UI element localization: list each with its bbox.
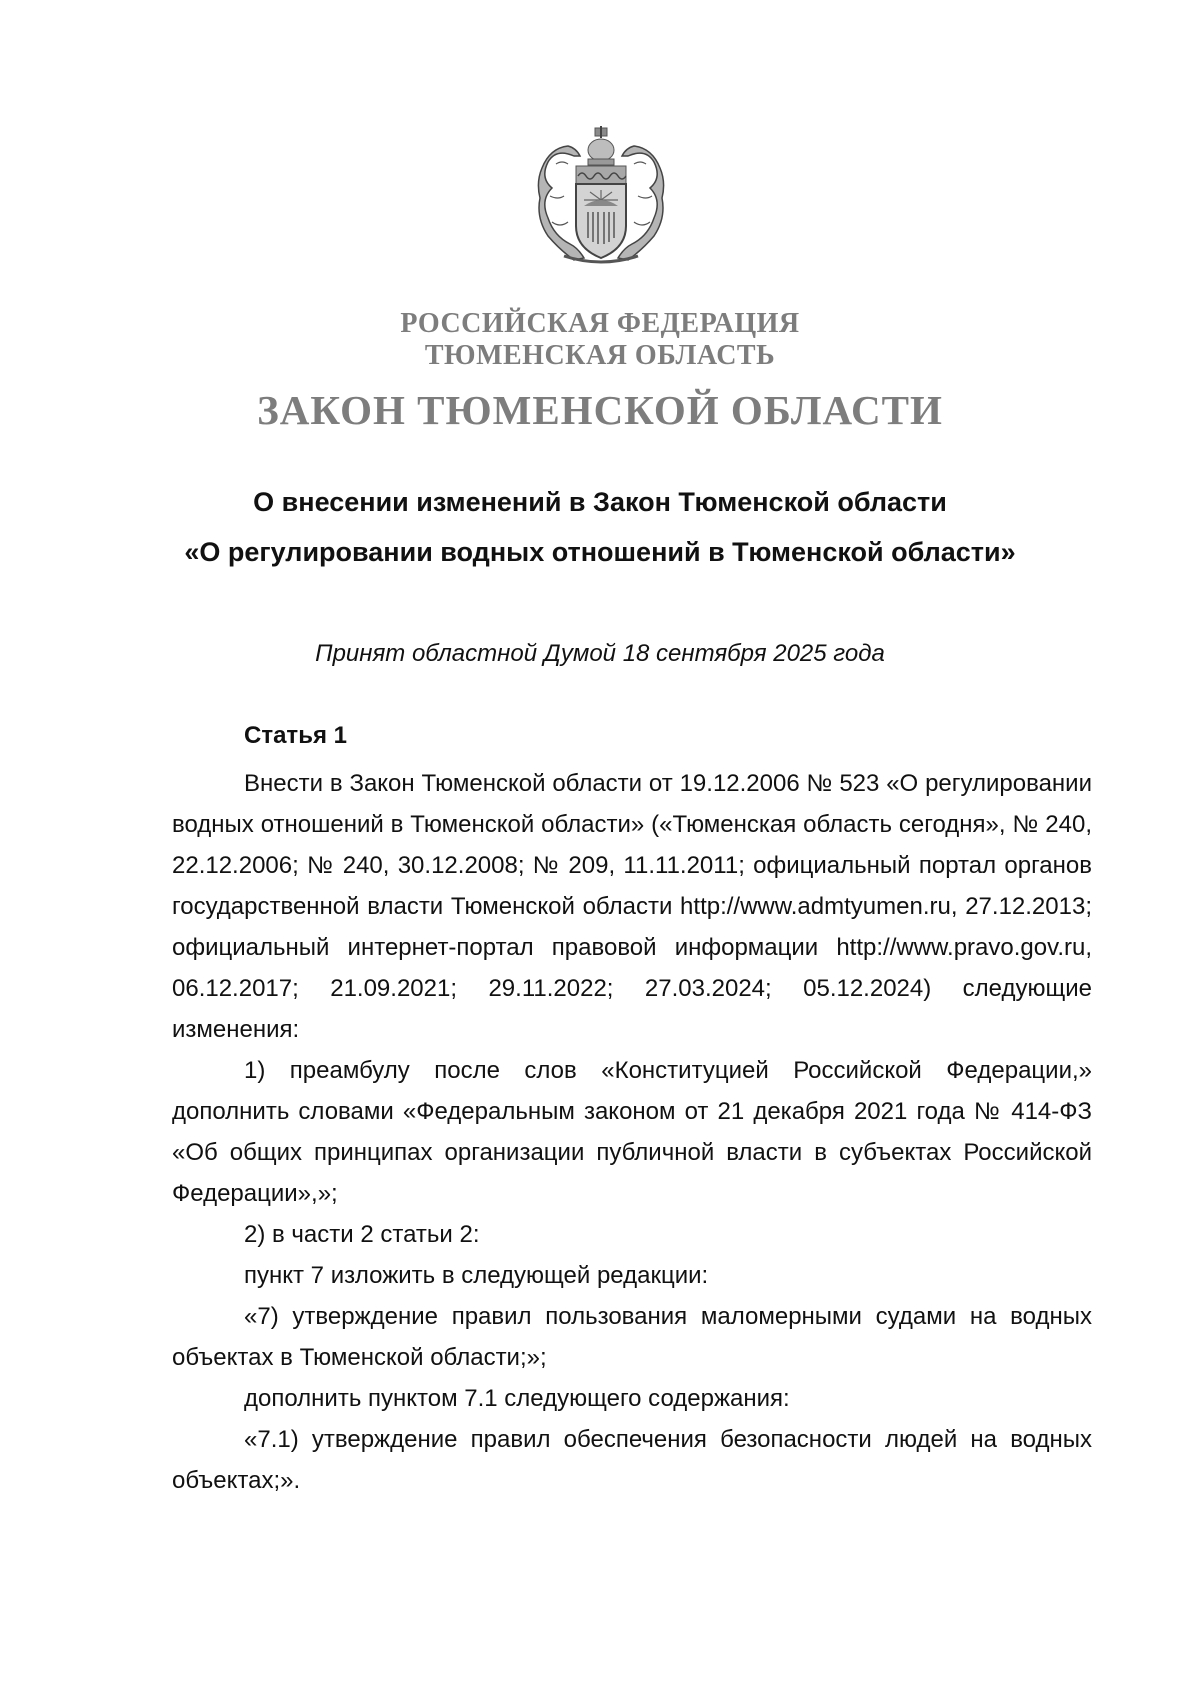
- country-heading: РОССИЙСКАЯ ФЕДЕРАЦИЯ: [400, 308, 800, 339]
- paragraph: «7) утверждение правил пользования маломерными судами на водных объектах в Тюменской области;»;: [172, 1303, 1092, 1371]
- paragraph: 2) в части 2 статьи 2:: [244, 1221, 480, 1248]
- paragraph: дополнить пунктом 7.1 следующего содержания:: [244, 1385, 790, 1412]
- paragraph: пункт 7 изложить в следующей редакции:: [244, 1262, 709, 1289]
- law-heading: ЗАКОН ТЮМЕНСКОЙ ОБЛАСТИ: [257, 387, 943, 433]
- adoption-note: Принят областной Думой 18 сентября 2025 года: [315, 640, 885, 667]
- paragraph: «7.1) утверждение правил обеспечения безопасности людей на водных объектах;».: [172, 1426, 1092, 1494]
- paragraph: 1) преамбулу после слов «Конституцией Российской Федерации,» дополнить словами «Федеральным законом от 21 декабря 2021 года № 414-ФЗ «Об общих принципах организации публичной власти в субъектах Российской Федерации»,»;: [172, 1057, 1092, 1207]
- paragraph: Внести в Закон Тюменской области от 19.12.2006 № 523 «О регулировании водных отношений в Тюменской области» («Тюменская область сегодня», № 240, 22.12.2006; № 240, 30.12.2008; № 209, 11.11.2011; официальный портал органов государственной власти Тюменской области http://www.admtyumen.ru, 27.12.2013; официальный интернет-портал правовой информации http://www.pravo.gov.ru, 06.12.2017; 21.09.2021; 29.11.2022; 27.03.2024; 05.12.2024) следующие изменения:: [172, 770, 1092, 1043]
- article-body: [172, 763, 1092, 1501]
- document-title-line-2: «О регулировании водных отношений в Тюменской области»: [184, 537, 1016, 567]
- document-title-line-1: О внесении изменений в Закон Тюменской области: [253, 487, 947, 517]
- article-heading: Статья 1: [244, 722, 347, 749]
- region-heading: ТЮМЕНСКАЯ ОБЛАСТЬ: [424, 340, 776, 371]
- coat-of-arms-icon: [534, 126, 668, 264]
